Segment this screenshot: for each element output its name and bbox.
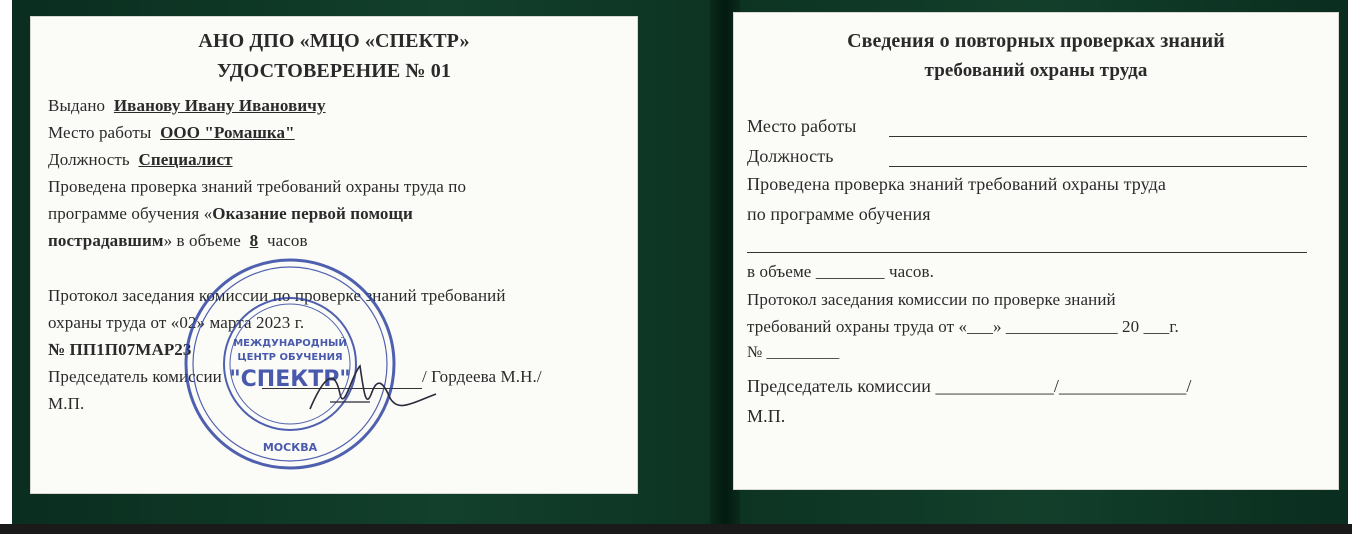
program-prefix: программе обучения « bbox=[48, 204, 213, 223]
scan-bottom-edge bbox=[0, 524, 1352, 534]
program-blank bbox=[747, 252, 1307, 253]
stamp-center-line-3: "СПЕКТР" bbox=[229, 367, 351, 392]
certificate-number-title: УДОСТОВЕРЕНИЕ № 01 bbox=[217, 60, 451, 82]
chairman-signature bbox=[300, 354, 440, 424]
certificate-right-page bbox=[733, 12, 1339, 490]
organization-name: АНО ДПО «МЦО «СПЕКТР» bbox=[198, 30, 470, 52]
position-blank bbox=[889, 166, 1307, 167]
chairman-label: Председатель комиссии bbox=[48, 367, 222, 386]
chairman-line-right: Председатель комиссии _____________/______________/ bbox=[747, 376, 1192, 396]
volume-suffix: часов. bbox=[888, 262, 935, 281]
protocol-line-1-right: Протокол заседания комиссии по проверке знаний bbox=[747, 290, 1116, 309]
workplace-label: Место работы bbox=[48, 123, 152, 142]
protocol-number: № ПП1П07МАР23 bbox=[48, 340, 192, 359]
position-label: Должность bbox=[48, 150, 130, 169]
workplace-blank bbox=[889, 136, 1307, 137]
position-value: Специалист bbox=[138, 150, 233, 169]
hours-unit: часов bbox=[266, 231, 308, 250]
program-row-2 bbox=[48, 231, 308, 251]
repeat-checks-title-2: требований охраны труда bbox=[924, 60, 1148, 81]
volume-blank: ________ bbox=[815, 262, 885, 281]
program-name-part1: Оказание первой помощи bbox=[212, 204, 413, 223]
volume-row bbox=[747, 262, 934, 282]
program-suffix: » в объеме bbox=[163, 231, 241, 250]
stamp-city: МОСКВА bbox=[262, 441, 318, 454]
issued-label: Выдано bbox=[48, 96, 106, 115]
certificate-left-page bbox=[30, 16, 638, 494]
protocol-line-1: Протокол заседания комиссии по проверке знаний требований bbox=[48, 286, 506, 305]
stamp-place-mark-right: М.П. bbox=[747, 406, 786, 426]
issued-value: Иванову Ивану Ивановичу bbox=[113, 96, 326, 115]
stamp-center-line-2: ЦЕНТР ОБУЧЕНИЯ bbox=[237, 352, 343, 363]
check-line-1: Проведена проверка знаний требований охраны труда по bbox=[48, 177, 467, 196]
protocol-line-2: охраны труда от «02» марта 2023 г. bbox=[48, 313, 305, 332]
workplace-label-right: Место работы bbox=[747, 116, 857, 136]
program-name-part2: пострадавшим bbox=[48, 231, 164, 250]
repeat-checks-title-1: Сведения о повторных проверках знаний bbox=[847, 30, 1225, 52]
workplace-value: ООО "Ромашка" bbox=[160, 123, 295, 142]
program-row bbox=[48, 204, 413, 224]
position-label-right: Должность bbox=[747, 146, 834, 166]
volume-prefix: в объеме bbox=[747, 262, 812, 281]
issued-row bbox=[48, 96, 326, 116]
stamp-center-line-1: МЕЖДУНАРОДНЫЙ bbox=[233, 338, 347, 349]
number-line-right: № _________ bbox=[747, 344, 840, 361]
check-line-1-right: Проведена проверка знаний требований охраны труда bbox=[747, 174, 1166, 194]
workplace-row bbox=[48, 123, 295, 143]
protocol-line-2-right: требований охраны труда от «___» _____________ 20 ___г. bbox=[747, 317, 1179, 336]
check-line-2-right: по программе обучения bbox=[747, 204, 931, 224]
position-row bbox=[48, 150, 233, 170]
hours-value: 8 bbox=[249, 231, 259, 250]
stamp-place-mark: М.П. bbox=[48, 394, 85, 413]
chairman-name: / Гордеева М.Н./ bbox=[422, 367, 542, 386]
